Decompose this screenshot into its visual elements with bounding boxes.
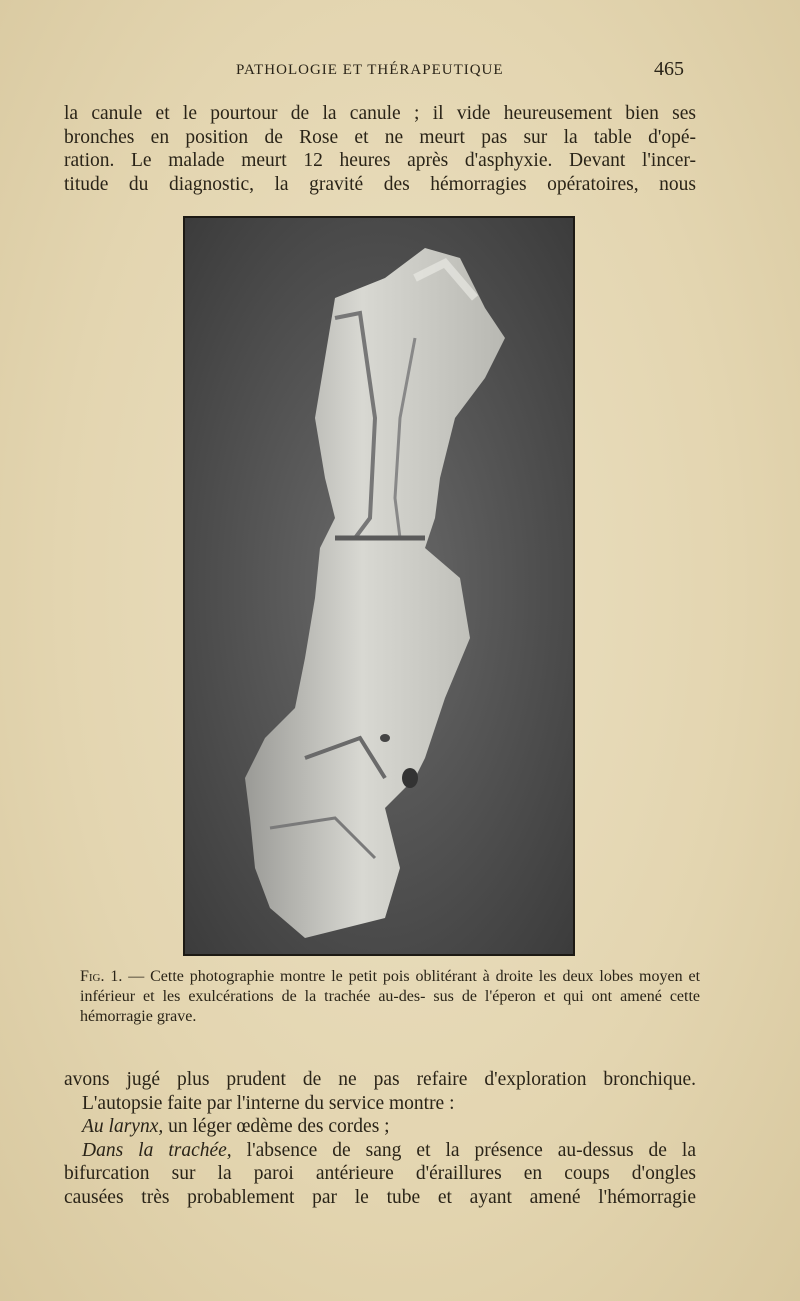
- pea-obstruction: [402, 768, 418, 788]
- text-line: ration. Le malade meurt 12 heures après d'asphyxie. Devant l'incer-: [64, 150, 696, 171]
- text-line: avons jugé plus prudent de ne pas refaire d'exploration bronchique.: [64, 1069, 696, 1090]
- text-line: [64, 1139, 696, 1163]
- figure-label: Fig. 1.: [80, 968, 123, 985]
- specimen-photograph: [183, 216, 575, 956]
- text-line: bronches en position de Rose et ne meurt pas sur la table d'opé-: [64, 126, 696, 148]
- text-line: bifurcation sur la paroi antérieure d'éraillures en coups d'ongles: [64, 1163, 696, 1184]
- figure-caption: [80, 967, 700, 1027]
- italic-heading: Dans la trachée,: [82, 1139, 232, 1161]
- page-number: 465: [654, 58, 684, 80]
- text-line: la canule et le pourtour de la canule ; il vide heureusement bien ses: [64, 103, 696, 124]
- text-line: causées très probablement par le tube et ayant amené l'hémorragie: [64, 1186, 696, 1208]
- caption-line: deux lobes moyen et inférieur et les exulcérations de la trachée au-des-: [80, 968, 701, 1005]
- bottom-paragraph: [64, 1068, 696, 1209]
- text-line: titude du diagnostic, la gravité des hémorragies opératoires, nous: [64, 173, 696, 195]
- running-title: PATHOLOGIE ET THÉRAPEUTIQUE: [236, 62, 504, 78]
- text-span: l'absence de sang et la présence au-dessus de la: [231, 1139, 697, 1161]
- specimen-image: [185, 218, 573, 954]
- caption-line: sus de l'éperon et qui ont amené cette hémorragie grave.: [80, 988, 701, 1025]
- text-line: L'autopsie faite par l'interne du service montre :: [82, 1092, 455, 1114]
- italic-heading: Au larynx,: [82, 1116, 164, 1137]
- text-line: [64, 1115, 696, 1139]
- caption-line: — Cette photographie montre le petit pois oblitérant à droite les: [128, 968, 557, 985]
- text-span: un léger œdème des cordes ;: [163, 1116, 390, 1137]
- top-paragraph: [64, 102, 696, 196]
